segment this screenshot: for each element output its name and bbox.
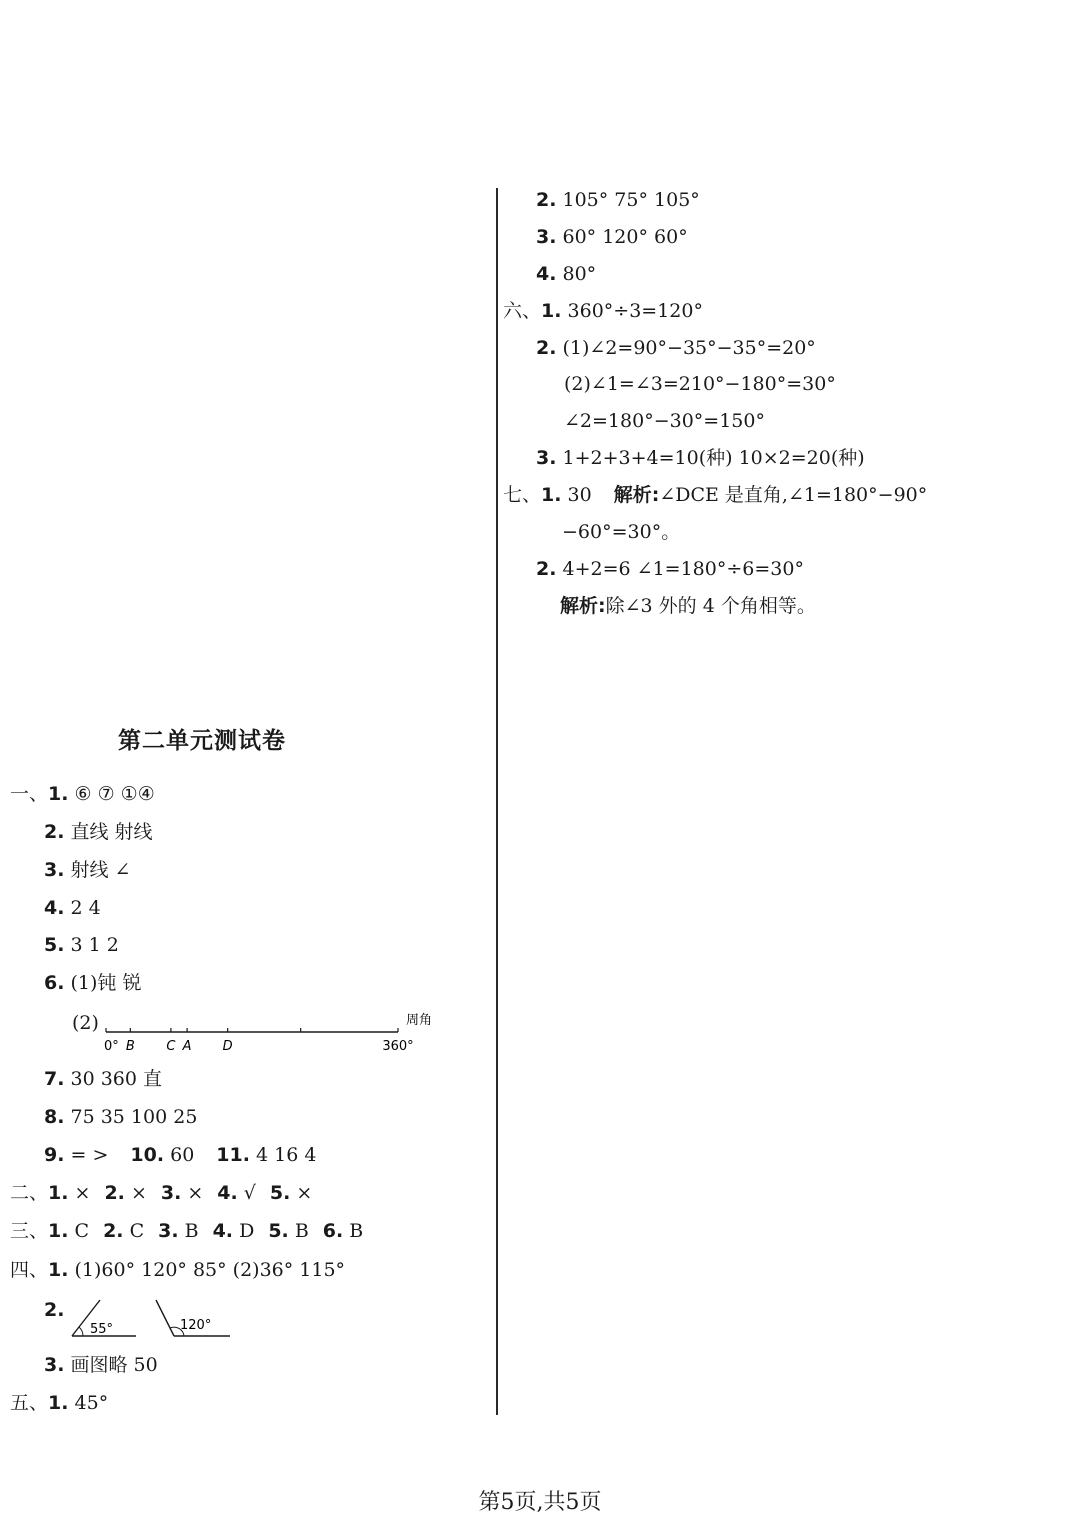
answer-left-7: [72, 1011, 99, 1035]
item-number: 6.: [322, 1220, 344, 1242]
answer-text: 直线 射线: [70, 821, 153, 843]
item-number: 1.: [48, 1259, 69, 1281]
item-number: 1.: [48, 783, 69, 805]
number-line-tick-label: A: [182, 1039, 192, 1054]
number-line-end-label: 周角: [406, 1013, 433, 1028]
section-number: 一、: [10, 783, 49, 805]
number-line-tick-label: 360°: [382, 1039, 414, 1054]
answer-left-2: [44, 820, 153, 844]
answer-right-12: [560, 594, 816, 618]
number-line-tick-label: D: [222, 1039, 233, 1054]
page-title: 第二单元测试卷: [118, 727, 286, 754]
item-number: 1.: [48, 1220, 69, 1242]
choice-answer: D: [239, 1220, 255, 1242]
item-number: 4.: [212, 1220, 234, 1242]
answer-left-13: [10, 1258, 345, 1282]
analysis-label: 解析:: [560, 595, 606, 617]
answer-left-9: [44, 1105, 197, 1129]
judgement-mark: ×: [130, 1182, 147, 1204]
item-number: 8.: [44, 1106, 65, 1128]
answer-text: ⑥ ⑦ ①④: [74, 783, 155, 805]
item-number: 2.: [44, 1299, 65, 1321]
answer-right-11: [536, 557, 804, 581]
item-number: 4.: [44, 897, 65, 919]
item-number: 3.: [44, 859, 65, 881]
item-number: 1.: [541, 300, 562, 322]
answer-text: 45°: [74, 1392, 109, 1414]
answer-right-6: [564, 372, 836, 396]
answer-text: 射线 ∠: [70, 859, 131, 881]
item-number: 5.: [44, 934, 65, 956]
judgement-mark: √: [243, 1182, 256, 1204]
answer-left-12: [10, 1219, 363, 1243]
answer-right-3: [536, 262, 596, 286]
choice-answer: B: [294, 1220, 309, 1242]
item-number: 11.: [216, 1144, 250, 1166]
answer-text: 80°: [562, 263, 597, 285]
answer-text: 除∠3 外的 4 个角相等。: [605, 595, 816, 617]
item-number: 3.: [160, 1182, 182, 1204]
angle-number-line: [96, 1008, 456, 1058]
answer-left-6: [44, 971, 141, 995]
answer-left-4: [44, 896, 101, 920]
analysis-label: 解析:: [613, 484, 660, 506]
section-number: 七、: [503, 484, 542, 506]
choice-answer: C: [74, 1220, 90, 1242]
answer-text: 360°÷3=120°: [567, 300, 703, 322]
judgement-mark: ×: [296, 1182, 313, 1204]
answer-right-1: [536, 188, 700, 212]
choice-answer: B: [184, 1220, 199, 1242]
page-footer: 第5页,共5页: [478, 1490, 602, 1515]
item-number: 4.: [536, 263, 557, 285]
item-number: 10.: [130, 1144, 165, 1166]
answer-text: = >: [70, 1144, 109, 1166]
answer-right-5: [536, 336, 816, 360]
number-line-tick-label: B: [125, 1039, 135, 1054]
answer-left-1: [10, 782, 155, 806]
section-number: 四、: [10, 1259, 49, 1281]
answer-left-10: [44, 1143, 316, 1167]
item-number: 7.: [44, 1068, 65, 1090]
choice-answer: B: [349, 1220, 364, 1242]
answer-text: ∠DCE 是直角,∠1=180°−90°: [659, 484, 928, 506]
item-number: 1.: [48, 1392, 69, 1414]
answer-text: 4+2=6 ∠1=180°÷6=30°: [562, 558, 804, 580]
answer-right-4: [503, 299, 703, 323]
choice-answer: C: [129, 1220, 145, 1242]
item-number: 5.: [269, 1182, 291, 1204]
item-number: 2.: [44, 821, 65, 843]
number-line-tick-label: C: [166, 1039, 176, 1054]
answer-text: 30 360 直: [70, 1068, 163, 1090]
answer-text: 3 1 2: [70, 934, 119, 956]
angle-label-120: 120°: [180, 1318, 212, 1333]
answer-left-3: [44, 858, 130, 882]
item-number: 9.: [44, 1144, 65, 1166]
angle-drawings: [66, 1296, 246, 1344]
answer-text: (2): [72, 1012, 99, 1034]
answer-text: −60°=30°。: [562, 521, 681, 543]
judgement-mark: ×: [187, 1182, 204, 1204]
answer-text: 1+2+3+4=10(种) 10×2=20(种): [562, 447, 865, 469]
answer-text: 60° 120° 60°: [562, 226, 688, 248]
answer-text: 4 16 4: [256, 1144, 317, 1166]
answer-left-14: [44, 1298, 64, 1322]
answer-text: (2)∠1=∠3=210°−180°=30°: [564, 373, 836, 395]
item-number: 2.: [103, 1220, 124, 1242]
answer-text: 2 4: [70, 897, 101, 919]
item-number: 5.: [268, 1220, 289, 1242]
item-number: 1.: [541, 484, 562, 506]
item-number: 3.: [158, 1220, 179, 1242]
column-divider: [496, 188, 498, 1415]
section-number: 二、: [10, 1182, 49, 1204]
answer-right-9: [503, 483, 927, 507]
answer-right-8: [536, 446, 865, 470]
number-line-tick-label: 0°: [104, 1039, 119, 1054]
answer-text: 75 35 100 25: [70, 1106, 198, 1128]
section-number: 三、: [10, 1220, 49, 1242]
answer-value: 30: [567, 484, 592, 506]
item-number: 6.: [44, 972, 65, 994]
section-number: 六、: [503, 300, 542, 322]
section-number: 五、: [10, 1392, 49, 1414]
item-number: 2.: [536, 558, 557, 580]
judgement-mark: ×: [74, 1182, 91, 1204]
item-number: 3.: [536, 447, 557, 469]
answer-right-2: [536, 225, 688, 249]
item-number: 1.: [48, 1182, 69, 1204]
answer-text: 画图略 50: [70, 1354, 158, 1376]
answer-text: 60: [170, 1144, 195, 1166]
answer-right-10: [562, 520, 680, 544]
item-number: 3.: [44, 1354, 65, 1376]
item-number: 3.: [536, 226, 557, 248]
answer-text: ∠2=180°−30°=150°: [564, 410, 765, 432]
answer-left-5: [44, 933, 119, 957]
item-number: 2.: [104, 1182, 125, 1204]
angle-label-55: 55°: [90, 1322, 114, 1337]
answer-left-8: [44, 1067, 162, 1091]
answer-right-7: [564, 409, 765, 433]
answer-text: (1)钝 锐: [70, 972, 142, 994]
answer-text: (1)∠2=90°−35°−35°=20°: [562, 337, 816, 359]
item-number: 2.: [536, 337, 557, 359]
answer-left-15: [44, 1353, 158, 1377]
answer-text: (1)60° 120° 85° (2)36° 115°: [74, 1259, 346, 1281]
item-number: 4.: [217, 1182, 238, 1204]
answer-text: 105° 75° 105°: [562, 189, 700, 211]
angle-55-figure: [72, 1300, 136, 1337]
angle-120-figure: [156, 1300, 230, 1336]
item-number: 2.: [536, 189, 557, 211]
answer-left-11: [10, 1181, 312, 1205]
answer-left-16: [10, 1391, 108, 1415]
